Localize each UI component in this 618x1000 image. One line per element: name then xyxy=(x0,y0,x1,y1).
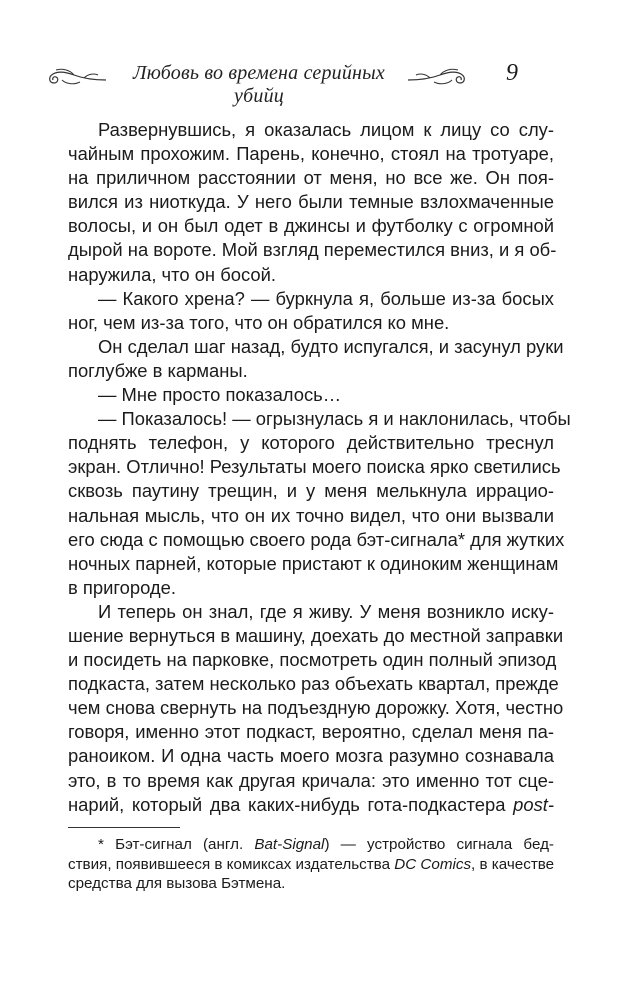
text-line: — Мне просто показалось… xyxy=(98,384,342,406)
text-line: — Какого хрена? — буркнула я, больше из-за босых xyxy=(98,287,554,309)
footnote-line xyxy=(68,855,554,875)
text-line: вился из ниоткуда. У него были темные взлохмаченные xyxy=(68,191,554,213)
text-line: его сюда с помощью своего рода бэт-сигнала* для жутких xyxy=(68,528,565,550)
footnote-italic: Bat-Signal xyxy=(254,836,325,853)
page-number: 9 xyxy=(506,60,518,86)
text-line: Развернувшись, я оказалась лицом к лицу со слу- xyxy=(98,119,554,140)
footnote-line: средства для вызова Бэтмена. xyxy=(68,875,286,892)
text-line: раноиком. И одна часть моего мозга разумно сознавала xyxy=(68,745,554,767)
text-line: говоря, именно этот подкаст, вероятно, сделал меня па- xyxy=(68,721,554,743)
text-line: экран. Отлично! Результаты моего поиска ярко светились xyxy=(68,456,561,478)
text-line: и посидеть на парковке, посмотреть один полный эпизод xyxy=(68,649,557,671)
text-line: подкаста, затем несколько раз объехать квартал, прежде xyxy=(68,673,559,695)
text-line: шение вернуться в машину, доехать до местной заправки xyxy=(68,624,564,646)
body-text xyxy=(68,118,571,817)
footnote-text: ) — устройство сигнала бед- xyxy=(324,836,554,853)
footnote xyxy=(68,835,554,894)
footnote-text: , в качестве xyxy=(471,855,555,873)
running-header xyxy=(0,60,618,107)
text-line: это, в то время как другая кричала: это именно тот сце- xyxy=(68,769,554,791)
footnote-text: * Бэт-сигнал (англ. xyxy=(98,836,255,853)
text-line: сквозь паутину трещин, и у меня мелькнула иррацио- xyxy=(68,480,554,502)
running-title: Любовь во времена серийных убийц xyxy=(132,62,386,107)
text-line: чайным прохожим. Парень, конечно, стоял на тротуаре, xyxy=(68,143,554,165)
text-line: — Показалось! — огрызнулась я и наклонилась, чтобы xyxy=(98,408,571,430)
text-line: ночных парней, которые пристают к одиноким женщинам xyxy=(68,552,559,574)
footnote-rule xyxy=(68,827,180,828)
text-line: чем снова свернуть на подъездную дорожку. Хотя, честно xyxy=(68,697,564,719)
text-line-roman: нарий, который два каких-нибудь гота-подкастера xyxy=(68,793,514,815)
footnote-text: ствия, появившееся в комиксах издательства xyxy=(68,855,395,873)
text-line: поглубже в карманы. xyxy=(68,359,248,381)
text-line: дырой на вороте. Мой взгляд переместился вниз, и я об- xyxy=(68,239,557,261)
text-line: нальная мысль, что он их точно видел, что они вызвали xyxy=(68,504,554,526)
scroll-flourish-icon xyxy=(406,66,470,88)
text-line: поднять телефон, у которого действительно треснул xyxy=(68,432,554,454)
scroll-flourish-icon xyxy=(44,66,108,88)
text-line: в пригороде. xyxy=(68,576,176,598)
text-line: Он сделал шаг назад, будто испугался, и засунул руки xyxy=(98,335,564,357)
footnote-line xyxy=(68,835,554,855)
text-line: наружила, что он босой. xyxy=(68,263,276,285)
text-line-italic: post- xyxy=(513,793,554,815)
text-line: ног, чем из-за того, что он обратился ко мне. xyxy=(68,311,450,333)
footnote-italic: DC Comics xyxy=(394,855,472,873)
text-line: волосы, и он был одет в джинсы и футболку с огромной xyxy=(68,215,554,237)
text-line xyxy=(68,793,554,817)
text-line: на приличном расстоянии от меня, но все же. Он поя- xyxy=(68,167,554,189)
text-line: И теперь он знал, где я живу. У меня возникло иску- xyxy=(98,600,554,622)
